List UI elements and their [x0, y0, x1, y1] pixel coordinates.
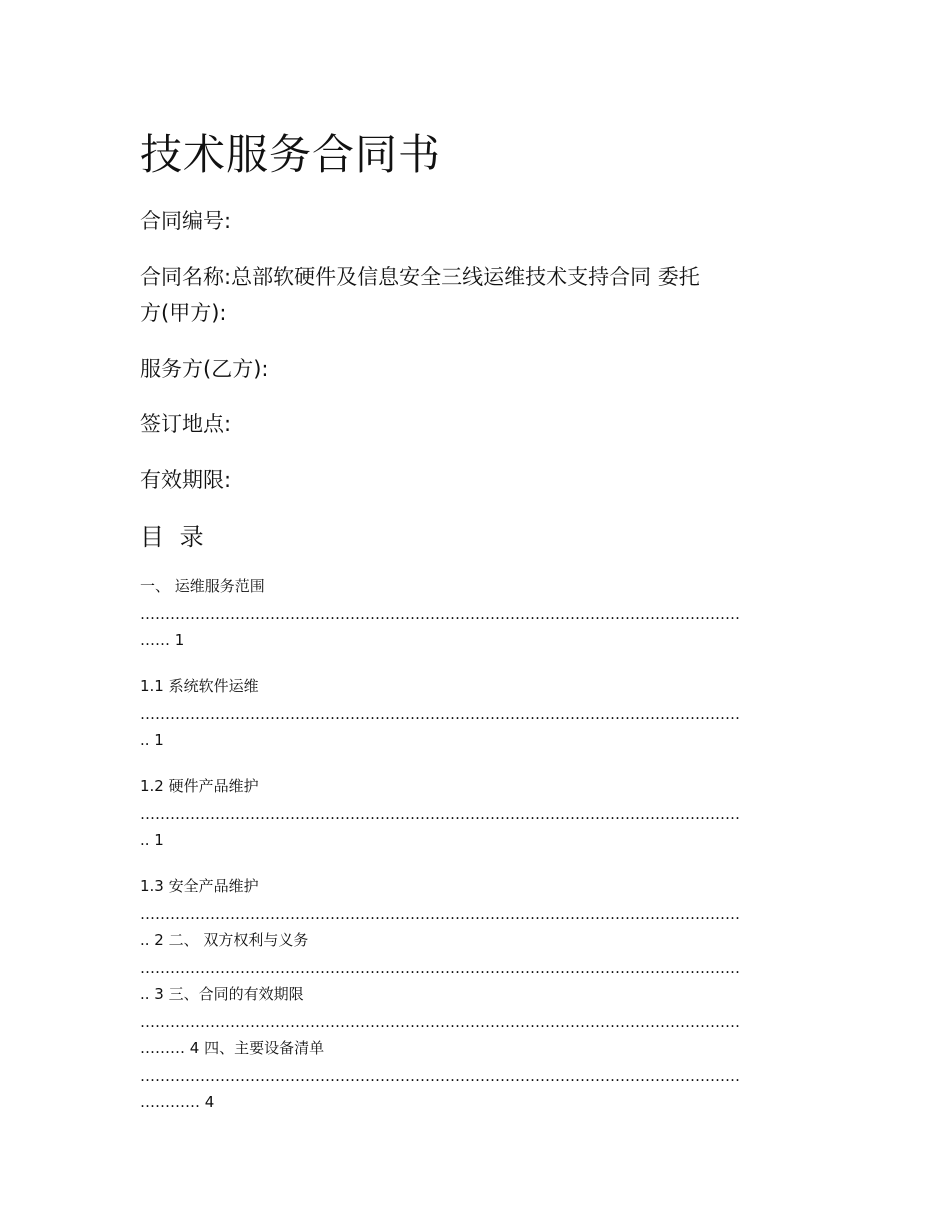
contract-number-field: 合同编号: [140, 209, 232, 233]
toc-page-number: …… 1 [140, 631, 185, 649]
toc-dot-leader: ………………………………………………………………………………………………………… [140, 805, 740, 823]
toc-entry-title: 1.3 安全产品维护 [140, 877, 259, 895]
toc-dot-leader: ………………………………………………………………………………………………………… [140, 605, 740, 623]
toc-page-number: .. 3 三、合同的有效期限 [140, 985, 304, 1003]
toc-page-number: .. 2 二、 双方权利与义务 [140, 931, 309, 949]
toc-dot-leader: ………………………………………………………………………………………………………… [140, 905, 740, 923]
toc-dot-leader: ………………………………………………………………………………………………………… [140, 959, 740, 977]
toc-dot-leader: ………………………………………………………………………………………………………… [140, 1067, 740, 1085]
contract-page [140, 0, 808, 1230]
document-title: 技术服务合同书 [140, 130, 442, 179]
toc-page-number: .. 1 [140, 831, 164, 849]
toc-entry-title: 1.2 硬件产品维护 [140, 777, 259, 795]
contract-name-field: 合同名称:总部软硬件及信息安全三线运维技术支持合同 委托 [140, 265, 700, 289]
toc-dot-leader: ………………………………………………………………………………………………………… [140, 1013, 740, 1031]
toc-entry-title: 一、 运维服务范围 [140, 577, 265, 595]
toc-heading: 目 录 [140, 523, 204, 551]
toc-dot-leader: ………………………………………………………………………………………………………… [140, 705, 740, 723]
toc-entry-title: 1.1 系统软件运维 [140, 677, 259, 695]
validity-field: 有效期限: [140, 468, 232, 492]
toc-page-number: ……… 4 四、主要设备清单 [140, 1039, 325, 1057]
sign-place-field: 签订地点: [140, 412, 232, 436]
client-party-field: 方(甲方): [140, 301, 227, 325]
toc-page-number: ………… 4 [140, 1093, 215, 1111]
service-party-field: 服务方(乙方): [140, 357, 269, 381]
toc-page-number: .. 1 [140, 731, 164, 749]
